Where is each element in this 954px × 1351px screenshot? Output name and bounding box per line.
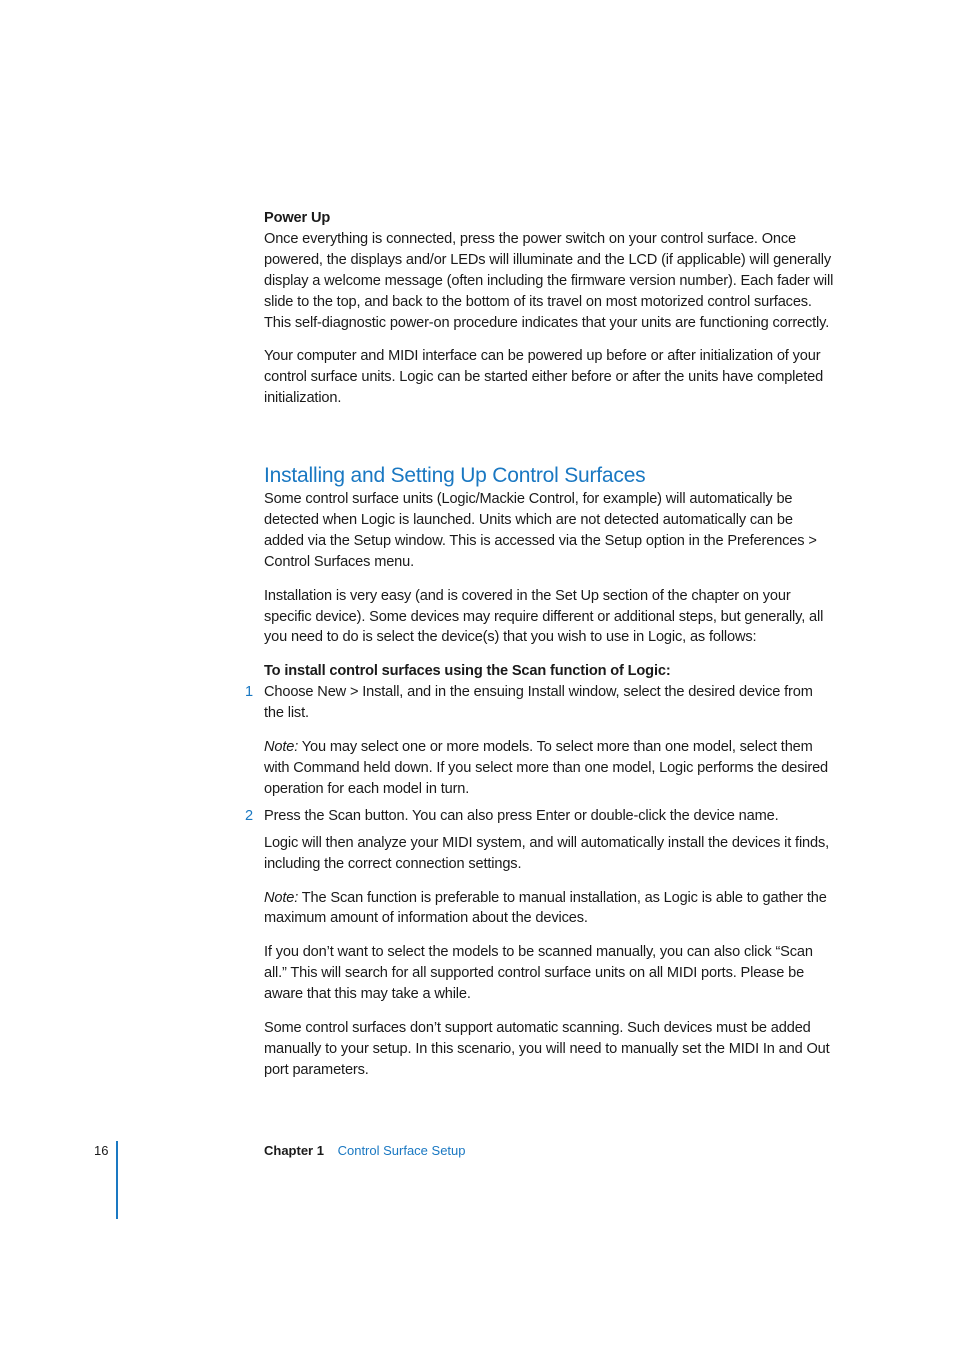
step-text: Press the Scan button. You can also press Enter or double-click the device name. [264, 807, 779, 824]
note-label: Note: [264, 739, 299, 756]
note-2 [264, 888, 836, 930]
footer-rule [116, 1141, 118, 1219]
task-heading: To install control surfaces using the Scan function of Logic: [264, 663, 671, 680]
power-up-paragraph-1: Once everything is connected, press the power switch on your control surface. Once powered, the displays and/or LEDs will illuminate and the LCD (if applicable) will generally display a welcome message (often including the firmware version number). Each fader will slide to the top, and back to the bottom of its travel on most motorized control surfaces. This self-diagnostic power-on procedure indicates that your units are functioning correctly. [264, 230, 834, 331]
power-up-paragraph-2: Your computer and MIDI interface can be powered up before or after initialization of your control surface units. Logic can be started either before or after the units have completed initialization. [264, 348, 824, 407]
installing-section [245, 463, 836, 1094]
footer-chapter [264, 1142, 466, 1160]
note-text: You may select one or more models. To select more than one model, select them with Command held down. If you select more than one model, Logic performs the desired operation for each model in turn. [264, 739, 829, 797]
installing-paragraph-2: Installation is very easy (and is covered in the Set Up section of the chapter on your specific device). Some devices may require different or additional steps, but generally, all you need to do is select the device(s) that you wish to use in Logic, as follows: [264, 587, 824, 646]
note-label: Note: [264, 889, 299, 906]
chapter-title: Control Surface Setup [337, 1143, 466, 1158]
installing-paragraph-3: If you don’t want to select the models to be scanned manually, you can also click “Scan all.” This will search for all supported control surface units on all MIDI ports. Please be aware that this may take a while. [264, 944, 813, 1003]
note-1 [264, 737, 836, 800]
chapter-label: Chapter 1 [264, 1143, 324, 1158]
note-text: The Scan function is preferable to manual installation, as Logic is able to gather the maximum amount of information about the devices. [264, 889, 827, 927]
step-2 [245, 806, 836, 827]
step-number: 1 [245, 684, 253, 701]
page-number: 16 [94, 1143, 109, 1158]
section-title: Installing and Setting Up Control Surfaces [264, 464, 646, 487]
step-number: 2 [245, 807, 253, 824]
power-up-heading: Power Up [264, 210, 331, 226]
step-1 [245, 682, 836, 724]
installing-paragraph-4: Some control surfaces don’t support automatic scanning. Such devices must be added manually to your setup. In this scenario, you will need to manually set the MIDI In and Out port parameters. [264, 1020, 830, 1078]
power-up-section [264, 208, 836, 422]
installing-paragraph-1: Some control surface units (Logic/Mackie Control, for example) will automatically be detected when Logic is launched. Units which are not detected automatically can be added via the Setup window. This is accessed via the Setup option in the Preferences > Control Surfaces menu. [264, 491, 817, 570]
step-text: Choose New > Install, and in the ensuing Install window, select the desired device from the list. [264, 684, 813, 722]
after-step-2-paragraph: Logic will then analyze your MIDI system, and will automatically install the devices it finds, including the correct connection settings. [264, 834, 830, 872]
